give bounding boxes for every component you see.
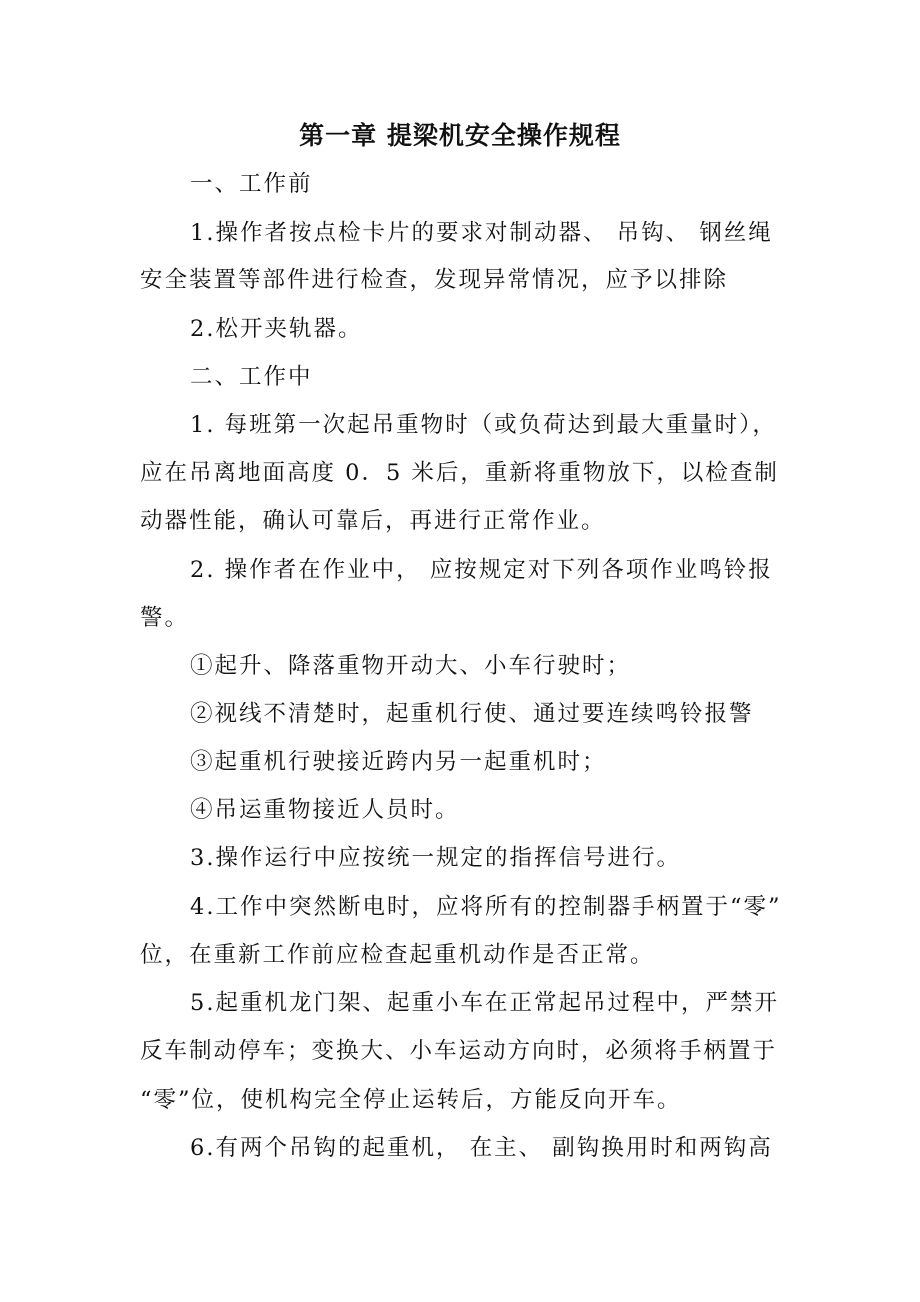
section-heading-during-work: 二、工作中: [190, 364, 313, 390]
chapter-title: 第一章 提梁机安全操作规程: [299, 121, 621, 150]
paragraph-line: 位，在重新工作前应检查起重机动作是否正常。: [140, 942, 655, 968]
paragraph-line: 应在吊离地面高度 0．5 米后，重新将重物放下，以检查制: [140, 460, 779, 486]
paragraph-line: 1. 每班第一次起吊重物时（或负荷达到最大重量时），: [190, 412, 777, 438]
section-heading-before-work: 一、工作前: [190, 171, 313, 197]
list-item: ③起重机行驶接近跨内另一起重机时；: [190, 749, 607, 775]
paragraph-line: 1.操作者按点检卡片的要求对制动器、 吊钩、 钢丝绳: [190, 220, 773, 246]
paragraph-line: 4.工作中突然断电时，应将所有的控制器手柄置于“零”: [190, 894, 782, 920]
list-item: ①起升、降落重物开动大、小车行驶时；: [190, 653, 632, 679]
paragraph-line: 反车制动停车；变换大、小车运动方向时，必须将手柄置于: [140, 1038, 778, 1064]
list-item: ②视线不清楚时，起重机行使、通过要连续鸣铃报警: [190, 701, 754, 727]
paragraph-line: 2.松开夹轨器。: [190, 316, 363, 342]
list-item: ④吊运重物接近人员时。: [190, 797, 460, 823]
paragraph-line: 6.有两个吊钩的起重机， 在主、 副钩换用时和两钩高: [190, 1135, 773, 1161]
paragraph-line: “零”位，使机构完全停止运转后，方能反向开车。: [140, 1087, 682, 1113]
paragraph-line: 警。: [140, 605, 190, 631]
paragraph-line: 2. 操作者在作业中， 应按规定对下列各项作业鸣铃报: [190, 557, 773, 583]
paragraph-line: 安全装置等部件进行检查，发现异常情况，应予以排除: [140, 267, 729, 293]
paragraph-line: 5.起重机龙门架、起重小车在正常起吊过程中，严禁开: [190, 990, 779, 1016]
paragraph-line: 动器性能，确认可靠后，再进行正常作业。: [140, 508, 606, 534]
paragraph-line: 3.操作运行中应按统一规定的指挥信号进行。: [190, 845, 681, 871]
